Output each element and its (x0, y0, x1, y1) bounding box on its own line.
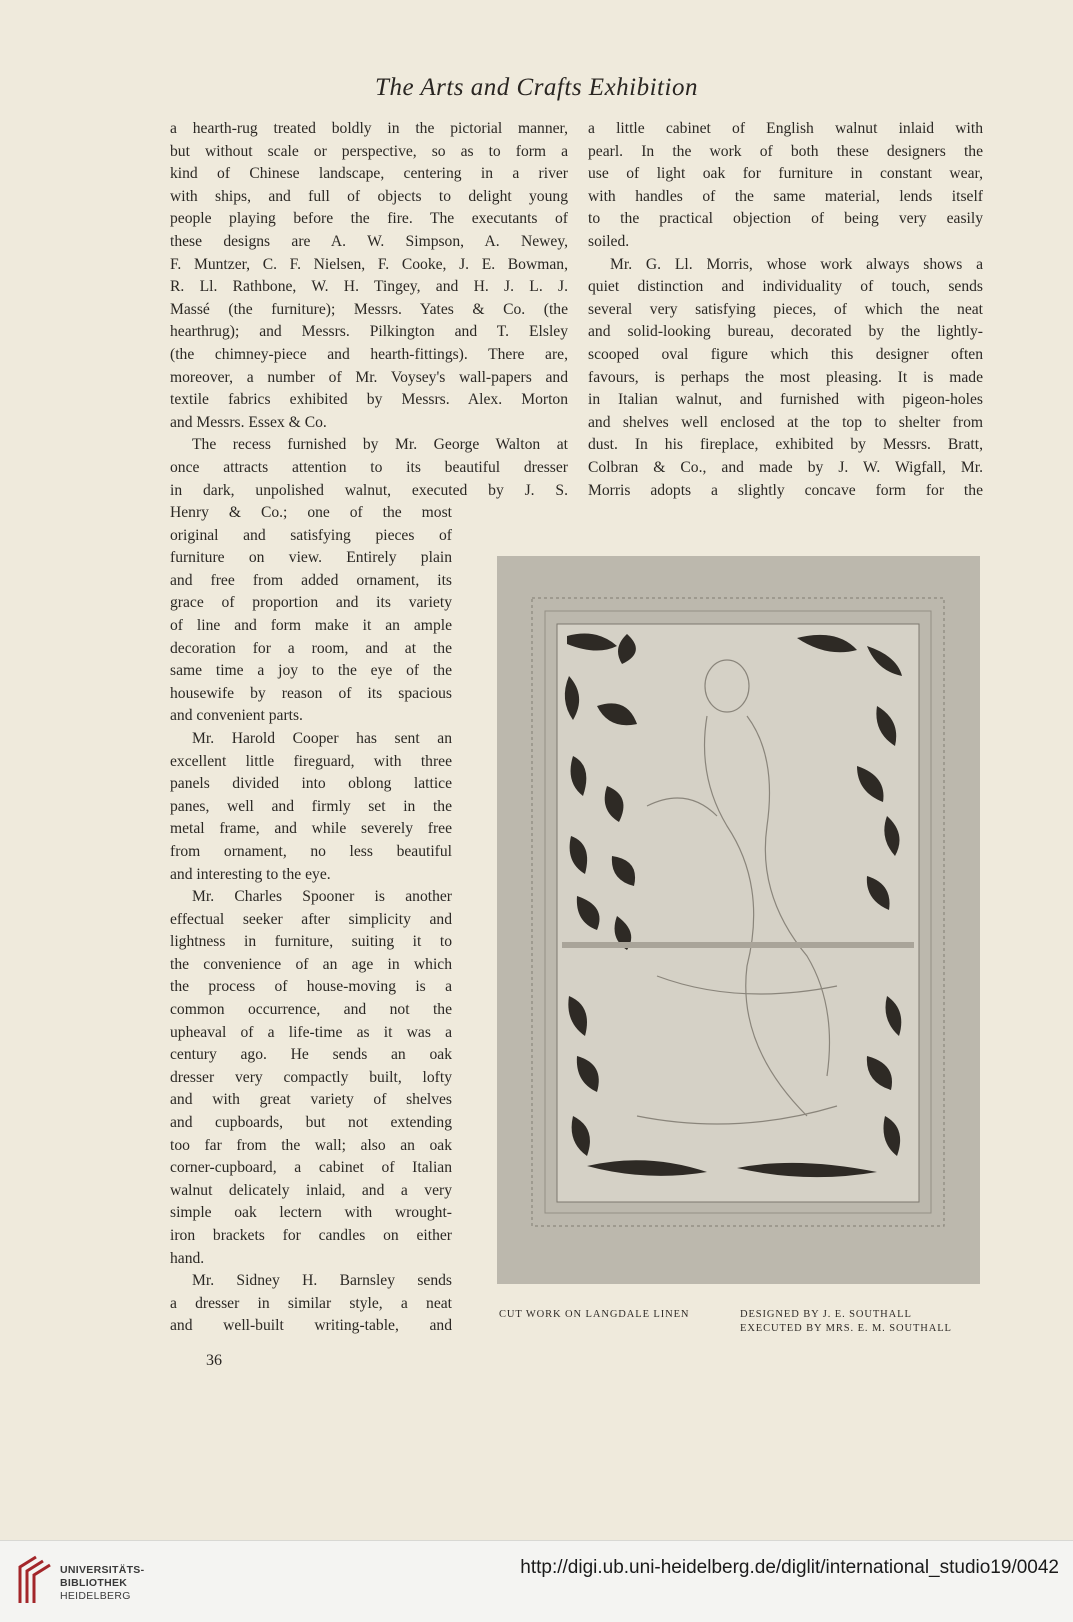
text-line: and solid-looking bureau, decorated by the lightly- (588, 323, 983, 341)
text-line: favours, is perhaps the most pleasing. It is made (588, 368, 983, 386)
text-line: century ago. He sends an oak (170, 1046, 452, 1064)
left-column-bottom (170, 502, 452, 1338)
text-line: several very satisfying pieces, of which the neat (588, 300, 983, 318)
text-line: hearthrug); and Messrs. Pilkington and T. Elsley (170, 323, 568, 341)
text-line: Mr. Charles Spooner is another (192, 888, 452, 906)
text-line: and shelves well enclosed at the top to shelter from (588, 413, 983, 431)
text-line: the process of house-moving is a (170, 978, 452, 996)
text-line: use of light oak for furniture in constant wear, (588, 165, 983, 183)
text-line: in Italian walnut, and furnished with pigeon-holes (588, 391, 983, 409)
text-line: Massé (the furniture); Messrs. Yates & Co. (the (170, 300, 568, 318)
text-line: R. Ll. Rathbone, W. H. Tingey, and H. J. L. J. (170, 278, 568, 296)
cutwork-linen-image (497, 556, 980, 1284)
text-line: of line and form make it an ample (170, 616, 452, 634)
text-line: F. Muntzer, C. F. Nielsen, F. Cooke, J. E. Bowman, (170, 255, 568, 273)
text-line: these designs are A. W. Simpson, A. Newey, (170, 232, 568, 250)
page-number: 36 (206, 1352, 222, 1369)
figure-caption-title: CUT WORK ON LANGDALE LINEN (499, 1309, 690, 1320)
text-line: housewife by reason of its spacious (170, 684, 452, 702)
left-column-top (170, 118, 568, 502)
text-line: a dresser in similar style, a neat (170, 1294, 452, 1312)
library-name (60, 1564, 144, 1603)
text-line: metal frame, and while severely free (170, 820, 452, 838)
text-line: panels divided into oblong lattice (170, 775, 452, 793)
text-line: too far from the wall; also an oak (170, 1136, 452, 1154)
caption-executed-by: EXECUTED BY MRS. E. M. SOUTHALL (740, 1323, 952, 1334)
text-line: upheaval of a life-time as it was a (170, 1023, 452, 1041)
text-line: and cupboards, but not extending (170, 1114, 452, 1132)
text-line: hand. (170, 1249, 205, 1267)
text-line: and well-built writing-table, and (170, 1317, 452, 1335)
text-line: in dark, unpolished walnut, executed by J. S. (170, 481, 568, 499)
figure-caption-credits (740, 1308, 952, 1336)
text-line: people playing before the fire. The executants of (170, 210, 568, 228)
text-line: and interesting to the eye. (170, 865, 331, 883)
text-line: and convenient parts. (170, 707, 303, 725)
text-line: and with great variety of shelves (170, 1091, 452, 1109)
text-line: the convenience of an age in which (170, 955, 452, 973)
text-line: effectual seeker after simplicity and (170, 910, 452, 928)
text-line: soiled. (588, 232, 630, 250)
text-line: grace of proportion and its variety (170, 594, 452, 612)
library-name-line3: HEIDELBERG (60, 1590, 131, 1602)
caption-designed-by: DESIGNED BY J. E. SOUTHALL (740, 1309, 912, 1320)
text-line: Mr. G. Ll. Morris, whose work always shows a (610, 255, 983, 273)
running-head: The Arts and Crafts Exhibition (375, 74, 698, 101)
text-line: dresser very compactly built, lofty (170, 1068, 452, 1086)
library-name-line2: BIBLIOTHEK (60, 1577, 128, 1589)
text-line: quiet distinction and individuality of touch, sends (588, 278, 983, 296)
text-line: common occurrence, and not the (170, 1001, 452, 1019)
text-line: original and satisfying pieces of (170, 526, 452, 544)
library-logo-icon (14, 1553, 54, 1609)
text-line: but without scale or perspective, so as to form a (170, 142, 568, 160)
text-line: Henry & Co.; one of the most (170, 504, 452, 521)
text-line: Mr. Harold Cooper has sent an (192, 729, 452, 747)
text-line: with ships, and full of objects to delight young (170, 187, 568, 205)
text-line: from ornament, no less beautiful (170, 842, 452, 860)
text-line: same time a joy to the eye of the (170, 662, 452, 680)
text-line: Mr. Sidney H. Barnsley sends (192, 1272, 452, 1290)
text-line: a little cabinet of English walnut inlaid with (588, 120, 983, 137)
text-line: iron brackets for candles on either (170, 1227, 452, 1244)
text-line: dust. In his fireplace, exhibited by Messrs. Bratt, (588, 436, 983, 454)
text-line: to the practical objection of being very easily (588, 210, 983, 228)
library-name-line1: UNIVERSITÄTS- (60, 1564, 145, 1576)
text-line: simple oak lectern with wrought- (170, 1204, 452, 1222)
text-line: pearl. In the work of both these designers the (588, 142, 983, 160)
right-column-top (588, 118, 983, 502)
text-line: furniture on view. Entirely plain (170, 549, 452, 567)
text-line: and Messrs. Essex & Co. (170, 413, 327, 431)
text-line: and free from added ornament, its (170, 571, 452, 589)
cutwork-linen-illustration (497, 556, 980, 1284)
text-line: panes, well and firmly set in the (170, 797, 452, 815)
text-line: walnut delicately inlaid, and a very (170, 1181, 452, 1199)
footer-bar (0, 1540, 1073, 1622)
text-line: Colbran & Co., and made by J. W. Wigfall, Mr. (588, 458, 983, 476)
text-line: once attracts attention to its beautiful dresser (170, 458, 568, 476)
text-line: decoration for a room, and at the (170, 639, 452, 657)
source-url-link[interactable]: http://digi.ub.uni-heidelberg.de/diglit/international_studio19/0042 (520, 1557, 1059, 1578)
text-line: with handles of the same material, lends itself (588, 187, 983, 205)
text-line: (the chimney-piece and hearth-fittings). There are, (170, 345, 568, 363)
text-line: scooped oval figure which this designer often (588, 345, 983, 363)
text-line: The recess furnished by Mr. George Walton at (192, 436, 568, 454)
text-line: excellent little fireguard, with three (170, 752, 452, 770)
text-line: textile fabrics exhibited by Messrs. Alex. Morton (170, 391, 568, 409)
text-line: kind of Chinese landscape, centering in a river (170, 165, 568, 183)
text-line: lightness in furniture, suiting it to (170, 933, 452, 951)
text-line: a hearth-rug treated boldly in the pictorial manner, (170, 120, 568, 137)
text-line: Morris adopts a slightly concave form for the (588, 481, 983, 499)
text-line: moreover, a number of Mr. Voysey's wall-papers and (170, 368, 568, 386)
text-line: corner-cupboard, a cabinet of Italian (170, 1159, 452, 1177)
